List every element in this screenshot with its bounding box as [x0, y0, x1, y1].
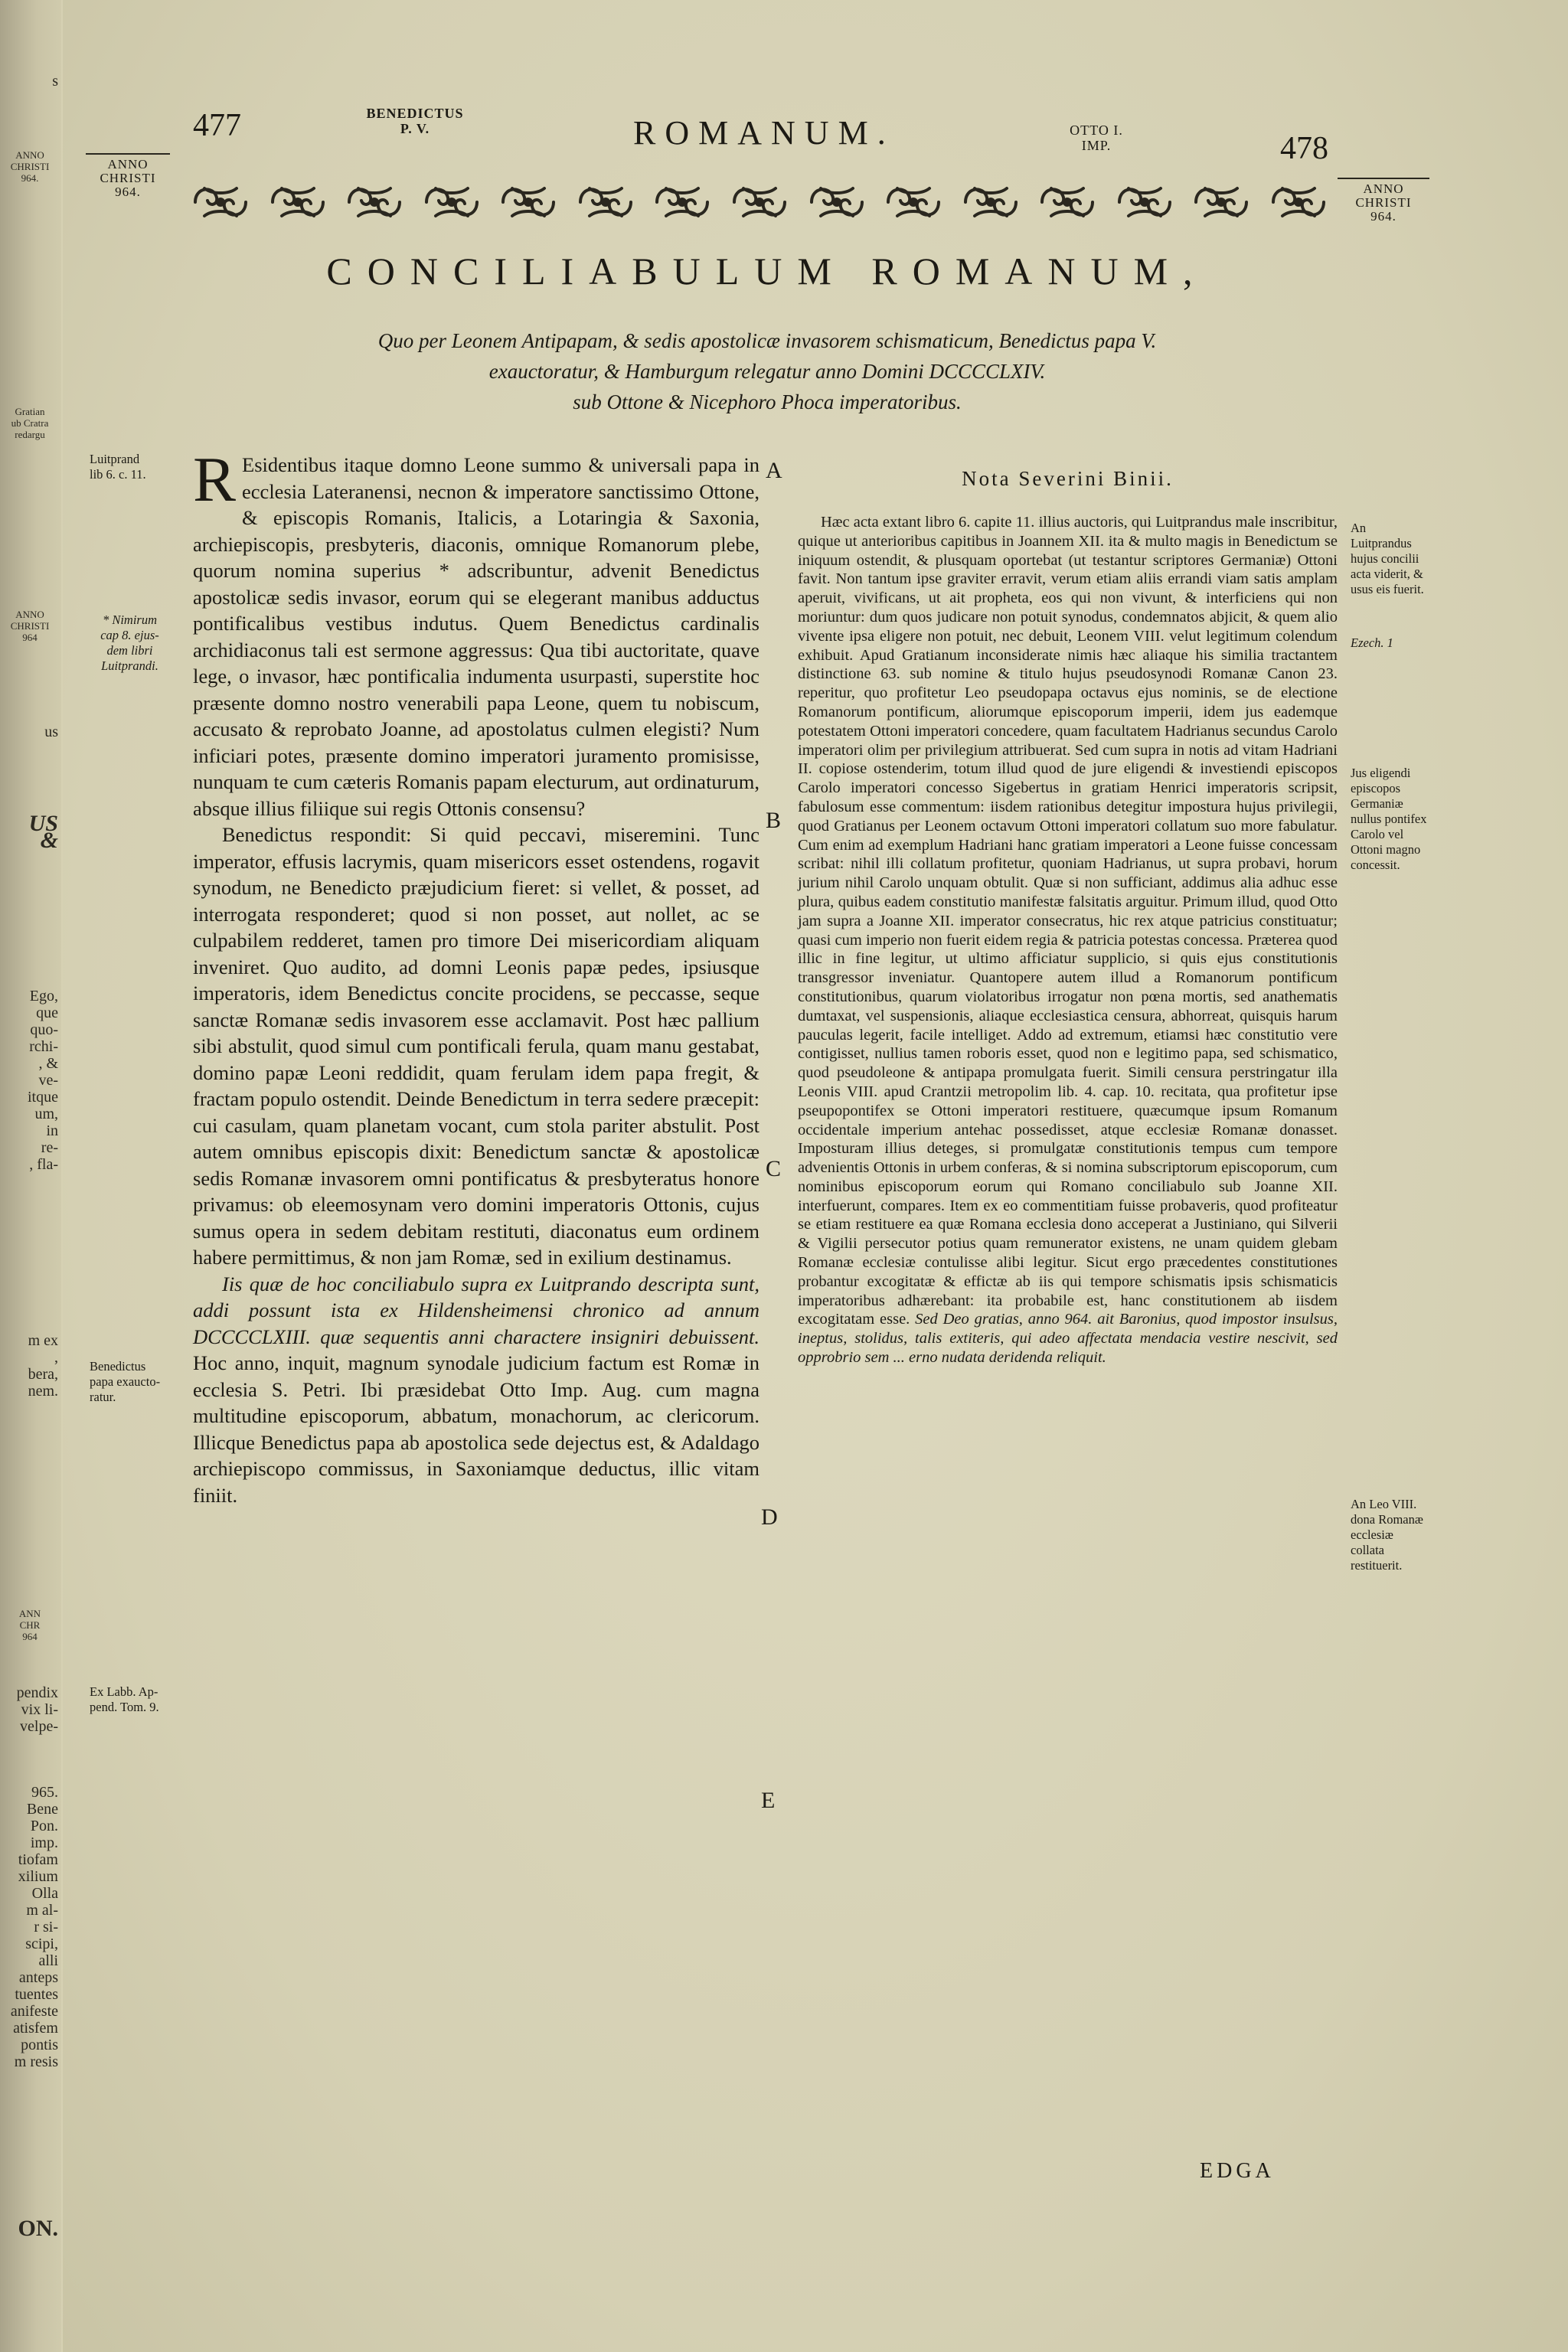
catchword: EDGA — [1200, 2159, 1275, 2183]
gutter-fragment: ON. — [18, 2216, 58, 2241]
anno-christi-left — [86, 153, 170, 199]
fleuron-ornament — [420, 179, 483, 225]
right-running-head: OTTO I. IMP. — [1070, 122, 1123, 153]
left-column — [193, 444, 760, 1508]
book-page — [63, 0, 1568, 2352]
paragraph-text: Esidentibus itaque domno Leone summo & universali papa in ecclesia Lateranensi, necnon & imperatore sanctissimo Ottone, & episcopis Romanis, Italicis, a Lotaringia & Saxonia, archiepiscopis, presbyteris, diaconis, omnique Romanorum plebe, quorum nomina superius * adscribuntur, advenit Benedictus apostolicæ sedis invasor, eorum qui se elegerant manibus adductus pontificalibus vestibus indutus. Quem Benedictus cardinalis archidiaconus tali est sermone aggressus: Qua tibi auctoritate, quave lege, o invasor, hæc pontificalia indumenta usurpasti, superstite hoc præsente domno nostro venerabili papa Leone, quem tu nobiscum, accusato & reprobato Joanne, ad apostolatus culmen elegisti? Num inficiari potes, præsente domino imperatori juramento promisisse, nunquam te cum cæteris Romanis papam electurum, aut ordinaturum, absque illius filiique sui regis Ottonis consensu? — [193, 453, 760, 820]
fleuron-ornament — [497, 179, 560, 225]
section-letter-b: B — [766, 808, 782, 833]
paragraph — [193, 1271, 760, 1509]
gutter-fragment: Gratian ub Cratra redargu — [11, 406, 49, 440]
ornamental-border — [189, 178, 1330, 227]
section-letter-d: D — [761, 1504, 778, 1530]
gutter-fragment: pendix vix li- velpe- — [16, 1684, 58, 1735]
section-letter-e: E — [761, 1788, 776, 1813]
fleuron-ornament — [1036, 179, 1099, 225]
section-letter-c: C — [766, 1156, 782, 1181]
fleuron-ornament — [882, 179, 945, 225]
fleuron-ornament — [651, 179, 714, 225]
fleuron-ornament — [343, 179, 406, 225]
fleuron-ornament — [1267, 179, 1330, 225]
paragraph: Benedictus respondit: Si quid peccavi, miseremini. Tunc imperator, effusis lacrymis, quam misericors esset ostendens, rogavit synodum, ne Benedicto præjudicium fieret: si vellet, & posset, ad interrogata responderet; quod si non posset, aut nollet, ac se culpabilem redderet, tamen pro timore Dei misericordiam aliquam inveniret. Quo audito, ad domni Leonis papæ pedes, ipsiusque imperatoris, idem Benedictus concite procidens, se peccasse, seque sanctæ Romanæ sedis invasorem esse acclamavit. Post hæc pallium sibi abstulit, quod simul cum pontificali ferula, quam manu gestabat, domino papæ Leoni reddidit, quam ferulam idem papa fregit, & fractam populo ostendit. Deinde Benedictum in terra sedere præcepit: cui casulam, quam planetam vocant, cum stola pariter abstulit. Post autem omnibus episcopis dixit: Benedictum sanctæ & apostolicæ sedis Romanæ invasorem omni pontificatus & presbyteratus honore privamus: ob eleemosynam vero domini imperatoris Ottonis, cujus sumus opera in sedem debitam restituti, diaconatus eum ordinem habere permittimus, & non jam Romæ, sed in exilium destinamus. — [193, 823, 760, 1269]
margin-note-luitprand-acta: An Luitprandus hujus concilii acta viderit, & usus eis fuerit. — [1351, 521, 1424, 596]
fleuron-ornament — [574, 179, 637, 225]
main-title: CONCILIABULUM ROMANUM, — [326, 250, 1208, 292]
anno-text: ANNO CHRISTI 964. — [1355, 181, 1412, 224]
fleuron-ornament — [959, 179, 1022, 225]
note-heading: Nota Severini Binii. — [962, 467, 1174, 490]
anno-rule — [86, 153, 170, 155]
anno-christi-right — [1338, 178, 1429, 224]
margin-note-luitprand: Luitprand lib 6. c. 11. — [90, 452, 146, 482]
subtitle-line: exauctoratur, & Hamburgum relegatur anno Domini DCCCCLXIV. — [488, 360, 1046, 383]
gutter-fragment: us — [44, 724, 58, 740]
running-title: ROMANUM. — [633, 114, 895, 152]
paragraph-text: Hoc anno, inquit, magnum synodale judicium factum est Romæ in ecclesia S. Petri. Ibi præsidebat Otto Imp. Aug. cum magna multitudine episcoporum, abbatum, monachorum, ac clericorum. Illicque Benedictus papa ab apostolica sede dejectus est, & Adaldago archiepiscopo commissus, in Saxoniamque deductus, illic vitam finiit. — [193, 1351, 760, 1507]
right-column — [798, 513, 1338, 1367]
subtitle — [193, 325, 1341, 417]
subtitle-line: Quo per Leonem Antipapam, & sedis apostolicæ invasorem schismaticum, Benedictus papa V. — [377, 329, 1157, 352]
section-letter-a: A — [766, 458, 782, 483]
gutter-fragment: ANNO CHRISTI 964 — [10, 609, 50, 643]
margin-note-leo-viii: An Leo VIII. dona Romanæ ecclesiæ collata restituerit. — [1351, 1497, 1423, 1573]
left-running-head: BENEDICTUS P. V. — [366, 106, 464, 136]
gutter-fragment: US & — [28, 811, 58, 853]
margin-note-labbe: Ex Labb. Ap- pend. Tom. 9. — [90, 1684, 159, 1714]
paragraph-text: Hæc acta extant libro 6. capite 11. illius auctoris, qui Luitprandus male inscribitur, quique ut anterioribus capitibus in Joannem XII. ita & multo magis in Benedictum se iniquum ostendit, & plusquam oportebat (ut testantur scriptores Germaniæ) Ottoni favit. Non tantum ipse graviter erravit, verum etiam aliis errandi viam satis amplam aperuit, vivificans, ut ait propheta, eos qui non vivunt, & interficiens qui non moriuntur: dum quos judicare non potuit synodus, condemnatos abjicit, & quem alio vivente ipsa eligere non potuit, nec debuit, Leonem VIII. velut legitimum colendum exhibuit. Apud Gratianum inconsiderate nimis hæc aliaque his similia tractantem distinctione 63. sub nomine & titulo hujus pseudosynodi Romanæ Canon 23. reperitur, quo profitetur Leo pseudopapa octavus ejus nominis, se de electione Romanorum pontificum, aliorumque episcoporum imperii, idem jus eademque potestatem Ottoni imperatori concedere, quam facultatem Hadrianus secundus Carolo imperatori olim per privilegium attribuerat. Sed cum supra in notis ad vitam Hadriani II. copiose ostenderim, totum illud quod de jure eligendi & investiendi episcopos Carolo imperatori concesso Sigebertus in gratiam Henrici imperatoris scripsit, fabulosum esse commentum: iisdem rationibus detegitur impostura hujus privilegii, quod Gratianus per Leonem octavum Ottoni imperatori collatum suo more fabulatur. Cum enim ad exemplum Hadriani hanc gratiam imperatori a Leone fuisse concessam scribat: nihil illi collatum profitetur, quoniam Hadrianus, ut supra probavi, horum jurium nihil Carolo unquam obtulit. Quæ si non sufficiant, addimus alia adhuc esse plura, quibus eadem constitutio manifestæ falsitatis arguitur. Primum illud, quod Otto jam supra a Joanne XII. imperator consecratus, hic rex atque patricius constituatur; quasi cum imperio non fuerit eidem regia & patricia potestas concessa. Præterea quod illic in fine legitur, ut ultimo afficiatur supplicio, si quis ejus constitutionis transgressor inveniatur. Quantopere autem illud a Romanorum pontificum constitutionibus, quarum violatoribus irrogatur non pœna mortis, sed anathematis dumtaxat, vel suspensionis, aliaque ecclesiastica censura, abhorreat, quisquis harum pauculas legerit, facile intelliget. Addo ad extremum, etiamsi hæc constitutio vere contigisset, nullius tamen roboris esset, quod non e legitimo papa, sed schismatico, quod pseudoleone & antipapa promulgata fuerit. Simili censura perstringatur illa Leonis VIII. apud Crantzii metropolim lib. 4. cap. 10. recitata, qua profitetur ipse pseupopontifex se Ottoni imperatori restituere, quæcumque ipsum Romanum occidentale imperium antehac possedisset, atque ecclesiæ Romanæ donasset. Imposturam illius deteges, si promulgatæ constitutionis tempus cum tempore advenientis Ottonis in urbem conferas, & si nomina subscriptorum episcoporum, cum nominibus episcoporum eorum qui Romano conciliabulo sub Joanne XII. interfuerunt, compares. Item ex eo commentitiam fuisse probaveris, quod profiteatur se etiam restituere ea quæ Romana ecclesia dono acceperat a Justiniano, qui Silverii & Vigilii persecutor potius quam remunerator existens, ne unam quidem glebam Romanæ ecclesiæ contulisse alibi legitur. Sicut ergo præcedentes constitutiones probantur excogitatæ & effictæ ab iis qui tempore schismatis ipsis schismaticis imperatoribus adhærebant: ita probabile est, hanc constitutionem ab iisdem excogitatam esse. — [798, 514, 1338, 1328]
gutter-fragment: m ex , bera, nem. — [28, 1332, 58, 1400]
italic-text: Sed Deo gratias, anno 964. ait Baronius, quod impostor insulsus, ineptus, stolidus, talis extiteris, qui adeo affectata mendacia vestire nescivit, sed opprobrio sem ... erno nudata deridenda reliquit. — [798, 1311, 1338, 1367]
drop-cap: R — [193, 444, 237, 515]
fleuron-ornament — [805, 179, 868, 225]
fleuron-ornament — [1113, 179, 1176, 225]
anno-text: ANNO CHRISTI 964. — [100, 157, 156, 199]
paragraph — [193, 444, 760, 822]
gutter-fragment: ANNO CHRISTI 964. — [10, 149, 50, 184]
italic-text: Iis quæ de hoc conciliabulo supra ex Luitprando descripta sunt, addi possunt ista ex Hildensheimensi chronico ad annum DCCCCLXIII. quæ sequentis anni charactere insigniri debuissent. — [193, 1272, 760, 1348]
gutter-fragment: s — [52, 73, 58, 90]
margin-note-benedictus: Benedictus papa exaucto- ratur. — [90, 1359, 161, 1404]
margin-note-nimirum: * Nimirum cap 8. ejus- dem libri Luitprandi. — [100, 612, 159, 673]
margin-note-ezech: Ezech. 1 — [1351, 635, 1393, 650]
gutter-fragment: 965. Bene Pon. imp. tiofam xilium Olla m al- r si- scipi, alli anteps tuentes anifeste atisfem pontis m resis — [10, 1784, 58, 2070]
margin-note-jus-eligendi: Jus eligendi episcopos Germaniæ nullus pontifex Carolo vel Ottoni magno concessit. — [1351, 766, 1427, 872]
fleuron-ornament — [728, 179, 791, 225]
fleuron-ornament — [266, 179, 329, 225]
fleuron-ornament — [1190, 179, 1253, 225]
gutter-fragment: Ego, que quo- rchi- , & ve- itque um, in re- , fla- — [28, 988, 58, 1173]
anno-rule — [1338, 178, 1429, 179]
paragraph — [798, 513, 1338, 1367]
right-page-number: 478 — [1280, 131, 1328, 166]
left-page-number: 477 — [193, 108, 241, 143]
fleuron-ornament — [189, 179, 252, 225]
gutter-fragment: ANN CHR 964 — [18, 1608, 41, 1642]
subtitle-line: sub Ottone & Nicephoro Phoca imperatoribus. — [573, 390, 962, 413]
adjacent-page-gutter — [0, 0, 61, 2352]
